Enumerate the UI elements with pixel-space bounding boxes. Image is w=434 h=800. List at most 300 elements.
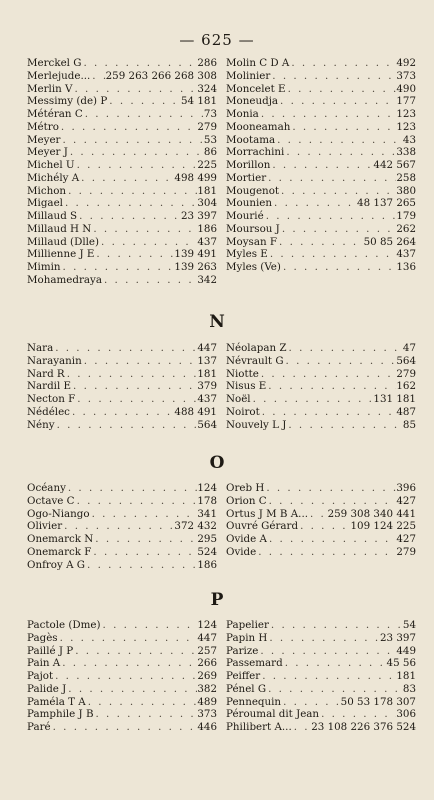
index-entry: [27, 83, 217, 96]
index-entry: [226, 696, 416, 709]
entry-page-numbers: 139 263: [174, 261, 217, 273]
dot-leader: [258, 645, 396, 658]
entry-name: Mooneamah: [226, 120, 291, 133]
dot-leader: [270, 159, 373, 172]
dot-leader: [53, 342, 197, 355]
index-entry: [27, 683, 217, 696]
index-entry: [226, 533, 416, 546]
index-entry: [27, 708, 217, 721]
dot-leader: [75, 495, 198, 508]
entry-name: Merlin V: [27, 82, 73, 95]
entry-page-numbers: 306: [396, 708, 416, 721]
dot-leader: [75, 159, 198, 172]
entry-name: Pénel G: [226, 682, 267, 695]
entry-name: Palide J: [27, 682, 67, 695]
entry-name: Merlejude...: [27, 69, 91, 82]
entry-name: Ouvré Gérard: [226, 520, 299, 533]
entry-page-numbers: 124: [197, 482, 217, 494]
dot-leader: [284, 355, 397, 368]
left-column: [27, 342, 217, 431]
index-entry: [226, 495, 416, 508]
index-entry: [226, 134, 416, 147]
entry-name: Millaud H N: [27, 222, 92, 235]
entry-name: Mootama: [226, 133, 276, 146]
dot-leader: [90, 508, 198, 521]
dot-leader: [91, 223, 197, 236]
dot-leader: [82, 355, 198, 368]
index-entry: [27, 393, 217, 406]
entry-name: Mortier: [226, 171, 267, 184]
entry-name: Pamphile J B: [27, 708, 94, 721]
entry-name: Ortus J M B A...: [226, 507, 309, 520]
dot-leader: [256, 546, 396, 559]
entry-page-numbers: 442 567: [373, 159, 416, 171]
entry-page-numbers: 50 85 264: [363, 235, 416, 248]
left-column: [27, 57, 217, 287]
entry-page-numbers: 181: [396, 670, 416, 682]
entry-name: Mourié: [226, 210, 264, 222]
entry-name: Mimin: [27, 261, 61, 273]
index-entry: [27, 559, 217, 572]
dot-leader: [251, 393, 374, 406]
entry-name: Migael: [27, 197, 63, 210]
right-column: [226, 619, 416, 734]
entry-name: Océany: [27, 482, 66, 494]
entry-name: Moncelet E: [226, 82, 286, 95]
index-entry: [27, 70, 217, 83]
entry-name: Oreb H: [226, 482, 265, 494]
index-entry: [226, 172, 416, 185]
dot-leader: [53, 670, 197, 683]
dot-leader: [298, 520, 350, 533]
entry-page-numbers: 487: [396, 405, 416, 418]
entry-name: Merckel G: [27, 57, 82, 69]
index-entry: [226, 670, 416, 683]
dot-leader: [86, 696, 198, 709]
dot-leader: [277, 236, 364, 249]
dot-leader: [264, 210, 397, 223]
entry-name: Péroumal dit Jean: [226, 708, 320, 721]
dot-leader: [66, 482, 197, 495]
entry-page-numbers: 492: [396, 57, 416, 69]
dot-leader: [85, 559, 197, 572]
entry-page-numbers: 259 263 266 268 308: [105, 69, 217, 82]
entry-page-numbers: 45 56: [386, 657, 416, 670]
entry-name: Niotte: [226, 367, 259, 380]
entry-page-numbers: 447: [197, 631, 217, 644]
entry-page-numbers: 181: [197, 367, 217, 380]
entry-name: Paillé J P: [27, 644, 74, 657]
index-entry: [27, 210, 217, 223]
dot-leader: [94, 248, 174, 261]
entry-page-numbers: 446: [197, 721, 217, 733]
index-entry: [226, 482, 416, 495]
index-entry: [27, 546, 217, 559]
index-entry: [27, 508, 217, 521]
entry-name: Molin C D A: [226, 57, 290, 69]
dot-leader: [90, 70, 105, 83]
entry-name: Pactole (Dme): [27, 619, 101, 631]
dot-leader: [70, 406, 174, 419]
dot-leader: [91, 546, 197, 559]
entry-page-numbers: 225: [197, 159, 217, 171]
entry-page-numbers: 23 108 226 376 524: [311, 721, 416, 733]
index-entry: [27, 619, 217, 632]
index-entry: [226, 261, 416, 274]
entry-page-numbers: 259 308 340 441: [327, 507, 416, 520]
dot-leader: [73, 83, 198, 96]
dot-leader: [58, 632, 198, 645]
dot-leader: [264, 482, 396, 495]
dot-leader: [266, 172, 396, 185]
dot-leader: [60, 134, 203, 147]
right-column: [226, 482, 416, 559]
index-entry: [226, 342, 416, 355]
entry-page-numbers: 179: [396, 210, 416, 222]
dot-leader: [65, 368, 198, 381]
entry-name: Pain A: [27, 657, 61, 670]
index-entry: [226, 683, 416, 696]
index-entry: [27, 419, 217, 432]
entry-name: Philibert A...: [226, 721, 292, 733]
dot-leader: [99, 236, 197, 249]
entry-page-numbers: 43: [402, 133, 416, 146]
entry-name: Pagès: [27, 631, 58, 644]
index-entry: [226, 368, 416, 381]
entry-name: Nara: [27, 342, 54, 354]
entry-page-numbers: 449: [396, 644, 416, 657]
dot-leader: [81, 57, 197, 70]
entry-name: Nard R: [27, 367, 65, 380]
index-entry: [27, 495, 217, 508]
index-entry: [27, 482, 217, 495]
dot-leader: [60, 657, 197, 670]
entry-name: Passemard: [226, 657, 283, 670]
entry-page-numbers: 342: [197, 273, 217, 286]
entry-page-numbers: 279: [396, 367, 416, 380]
right-column: [226, 57, 416, 274]
index-entry: [226, 95, 416, 108]
index-entry: [27, 95, 217, 108]
entry-page-numbers: 85: [402, 418, 416, 431]
index-entry: [226, 159, 416, 172]
right-column: [226, 342, 416, 431]
entry-page-numbers: 186: [197, 222, 217, 235]
dot-leader: [79, 172, 174, 185]
entry-name: Michély A: [27, 171, 80, 184]
entry-name: Myles E: [226, 248, 268, 261]
dot-leader: [55, 419, 198, 432]
dot-leader: [270, 70, 396, 83]
entry-name: Michon: [27, 184, 67, 197]
entry-page-numbers: 564: [396, 354, 416, 367]
index-entry: [27, 121, 217, 134]
entry-name: Pajot: [27, 670, 54, 682]
index-entry: [27, 57, 217, 70]
dot-leader: [319, 708, 396, 721]
dot-leader: [290, 121, 396, 134]
entry-page-numbers: 47: [402, 342, 416, 354]
entry-name: Orion C: [226, 494, 267, 507]
index-entry: [27, 108, 217, 121]
dot-leader: [71, 380, 197, 393]
entry-name: Métro: [27, 120, 59, 133]
entry-page-numbers: 73: [203, 108, 217, 120]
section-letter-n: N: [209, 312, 225, 332]
entry-page-numbers: 48 137 265: [357, 197, 416, 210]
dot-leader: [281, 696, 341, 709]
entry-page-numbers: 373: [197, 708, 217, 721]
index-entry: [27, 134, 217, 147]
dot-leader: [267, 632, 380, 645]
index-entry: [226, 380, 416, 393]
entry-name: Onemarck N: [27, 533, 94, 545]
index-entry: [226, 121, 416, 134]
entry-name: Mohamedraya: [27, 273, 102, 286]
index-entry: [226, 70, 416, 83]
index-entry: [226, 419, 416, 432]
entry-name: Ovide A: [226, 533, 267, 545]
dot-leader: [283, 657, 387, 670]
entry-page-numbers: 380: [396, 184, 416, 197]
entry-name: Millaud (Dlle): [27, 235, 100, 248]
entry-page-numbers: 382: [197, 682, 217, 695]
entry-name: Papin H: [226, 631, 268, 644]
entry-name: Nouvely L J: [226, 418, 287, 431]
entry-page-numbers: 139 491: [174, 248, 217, 261]
index-entry: [27, 355, 217, 368]
entry-page-numbers: 162: [396, 380, 416, 393]
index-entry: [226, 83, 416, 96]
entry-page-numbers: 427: [396, 494, 416, 507]
entry-name: Myles (Ve): [226, 261, 281, 273]
dot-leader: [292, 721, 311, 734]
dot-leader: [286, 419, 403, 432]
dot-leader: [101, 619, 198, 632]
entry-page-numbers: 488 491: [174, 405, 217, 418]
dot-leader: [260, 406, 397, 419]
entry-page-numbers: 437: [197, 393, 217, 405]
dot-leader: [83, 108, 204, 121]
index-entry: [27, 632, 217, 645]
entry-page-numbers: 50 53 178 307: [340, 695, 416, 708]
entry-name: Molinier: [226, 69, 271, 82]
entry-page-numbers: 304: [197, 197, 217, 210]
dot-leader: [279, 185, 396, 198]
index-entry: [226, 508, 416, 521]
index-entry: [27, 380, 217, 393]
entry-page-numbers: 123: [396, 120, 416, 133]
dot-leader: [308, 508, 328, 521]
entry-page-numbers: 286: [197, 57, 217, 69]
dot-leader: [62, 520, 174, 533]
index-entry: [27, 721, 217, 734]
entry-page-numbers: 427: [396, 533, 416, 545]
left-column: [27, 619, 217, 734]
dot-leader: [77, 210, 181, 223]
index-entry: [27, 696, 217, 709]
index-entry: [27, 197, 217, 210]
index-entry: [226, 546, 416, 559]
entry-name: Millienne J E: [27, 248, 95, 261]
entry-name: Météran C: [27, 108, 83, 120]
dot-leader: [267, 495, 397, 508]
dot-leader: [281, 261, 396, 274]
entry-name: Mounien: [226, 197, 273, 210]
index-entry: [226, 619, 416, 632]
index-entry: [27, 533, 217, 546]
entry-page-numbers: 524: [197, 545, 217, 558]
dot-leader: [289, 57, 396, 70]
index-entry: [226, 146, 416, 159]
dot-leader: [51, 721, 198, 734]
index-entry: [27, 645, 217, 658]
entry-page-numbers: 109 124 225: [350, 520, 416, 533]
entry-name: Michel U: [27, 159, 75, 171]
entry-name: Parize: [226, 644, 259, 657]
dot-leader: [278, 95, 396, 108]
entry-name: Necton F: [27, 393, 76, 405]
entry-page-numbers: 177: [396, 95, 416, 108]
index-entry: [226, 721, 416, 734]
entry-page-numbers: 257: [197, 644, 217, 657]
entry-page-numbers: 186: [197, 558, 217, 571]
entry-page-numbers: 124: [197, 619, 217, 631]
entry-page-numbers: 53: [203, 133, 217, 146]
index-entry: [226, 248, 416, 261]
index-entry: [27, 236, 217, 249]
dot-leader: [73, 645, 197, 658]
index-entry: [226, 520, 416, 533]
entry-name: Névrault G: [226, 354, 284, 367]
entry-page-numbers: 295: [197, 533, 217, 545]
index-entry: [226, 708, 416, 721]
dot-leader: [284, 146, 396, 159]
entry-name: Onemarck F: [27, 545, 92, 558]
entry-name: Nisus E: [226, 380, 267, 393]
index-entry: [226, 657, 416, 670]
entry-name: Meyer J: [27, 146, 68, 159]
entry-name: Ovide: [226, 545, 257, 558]
dot-leader: [61, 261, 175, 274]
index-entry: [27, 185, 217, 198]
index-entry: [226, 355, 416, 368]
dot-leader: [269, 619, 403, 632]
dot-leader: [267, 533, 396, 546]
dot-leader: [75, 393, 197, 406]
index-entry: [27, 146, 217, 159]
entry-page-numbers: 564: [197, 418, 217, 431]
entry-page-numbers: 181: [197, 184, 217, 197]
entry-page-numbers: 269: [197, 670, 217, 682]
entry-page-numbers: 54: [402, 619, 416, 631]
index-entry: [27, 248, 217, 261]
dot-leader: [66, 185, 197, 198]
entry-name: Meyer: [27, 133, 61, 146]
index-entry: [226, 393, 416, 406]
entry-page-numbers: 447: [197, 342, 217, 354]
dot-leader: [266, 380, 396, 393]
dot-leader: [107, 95, 181, 108]
entry-name: Morrachini: [226, 146, 285, 159]
index-entry: [27, 223, 217, 236]
index-entry: [27, 657, 217, 670]
index-entry: [226, 210, 416, 223]
page-number: — 625 —: [179, 31, 255, 49]
dot-leader: [280, 223, 397, 236]
dot-leader: [287, 342, 403, 355]
entry-page-numbers: 23 397: [379, 631, 416, 644]
entry-page-numbers: 437: [197, 235, 217, 248]
entry-name: Néolapan Z: [226, 342, 287, 354]
index-entry: [27, 670, 217, 683]
entry-name: Mougenot: [226, 184, 280, 197]
entry-name: Paré: [27, 721, 51, 733]
entry-page-numbers: 372 432: [174, 520, 217, 533]
dot-leader: [260, 670, 396, 683]
entry-page-numbers: 86: [203, 146, 217, 159]
index-entry: [27, 261, 217, 274]
entry-page-numbers: 498 499: [174, 171, 217, 184]
entry-page-numbers: 136: [396, 261, 416, 273]
entry-name: Moneudja: [226, 95, 279, 108]
index-entry: [27, 342, 217, 355]
left-column: [27, 482, 217, 571]
index-entry: [226, 645, 416, 658]
index-entry: [226, 57, 416, 70]
dot-leader: [286, 83, 397, 96]
entry-name: Peiffer: [226, 670, 261, 682]
entry-name: Moysan F: [226, 235, 278, 248]
section-letter-p: P: [210, 590, 224, 610]
index-entry: [226, 632, 416, 645]
index-entry: [27, 172, 217, 185]
entry-page-numbers: 341: [197, 507, 217, 520]
entry-page-numbers: 54 181: [180, 95, 217, 108]
entry-page-numbers: 258: [396, 171, 416, 184]
entry-name: Paméla T A: [27, 695, 86, 708]
entry-page-numbers: 23 397: [180, 210, 217, 222]
entry-page-numbers: 373: [396, 69, 416, 82]
dot-leader: [66, 683, 197, 696]
dot-leader: [102, 274, 197, 287]
dot-leader: [94, 708, 198, 721]
entry-page-numbers: 279: [396, 545, 416, 558]
entry-page-numbers: 490: [396, 82, 416, 95]
index-entry: [27, 159, 217, 172]
index-entry: [27, 368, 217, 381]
entry-name: Pennequin: [226, 695, 282, 708]
dot-leader: [275, 134, 403, 147]
entry-name: Octave C: [27, 494, 75, 507]
dot-leader: [93, 533, 197, 546]
entry-page-numbers: 131 181: [373, 393, 416, 405]
entry-page-numbers: 279: [197, 120, 217, 133]
dot-leader: [259, 108, 397, 121]
index-entry: [27, 274, 217, 287]
entry-page-numbers: 266: [197, 657, 217, 670]
entry-name: Onfroy A G: [27, 558, 86, 571]
entry-name: Narayanin: [27, 354, 82, 367]
entry-name: Nardil E: [27, 380, 72, 393]
dot-leader: [59, 121, 197, 134]
entry-name: Nédélec: [27, 405, 70, 418]
index-entry: [226, 236, 416, 249]
index-entry: [226, 108, 416, 121]
index-entry: [226, 185, 416, 198]
entry-page-numbers: 379: [197, 380, 217, 393]
dot-leader: [259, 368, 396, 381]
